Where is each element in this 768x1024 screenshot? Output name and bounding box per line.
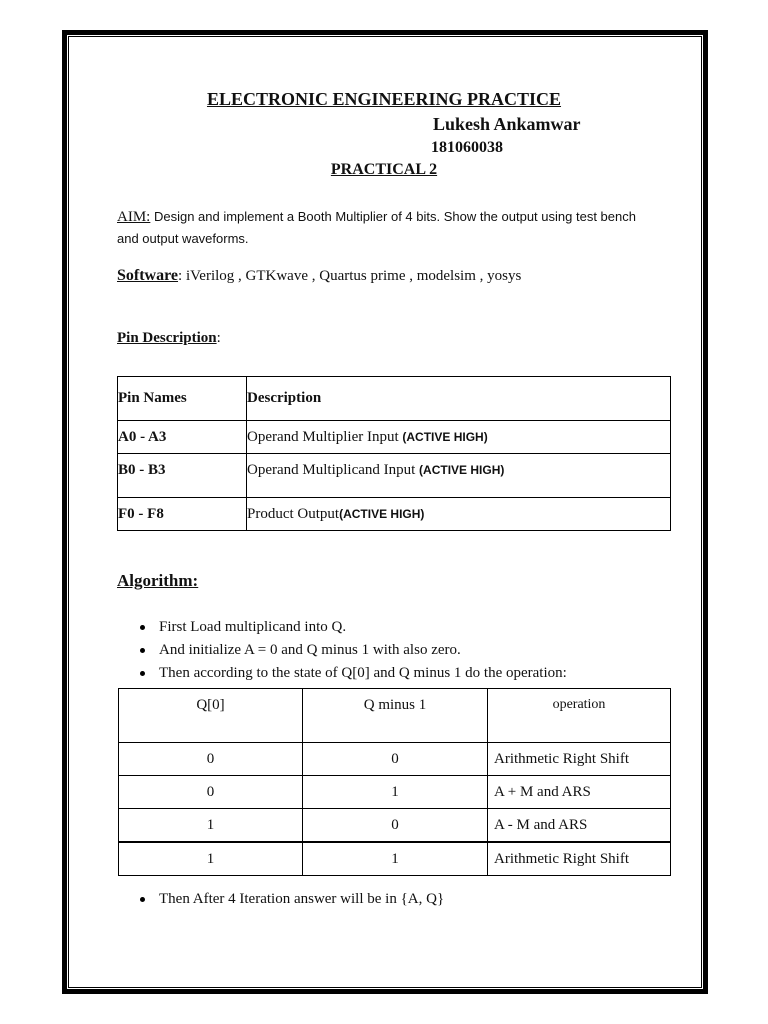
practical-title: PRACTICAL 2 — [330, 161, 438, 178]
list-item: Then After 4 Iteration answer will be in {A, Q} — [137, 888, 444, 911]
table-row — [118, 454, 671, 498]
header-cell: operation — [488, 689, 671, 743]
table-row: 0 1 A + M and ARS — [119, 776, 671, 809]
header-cell: Q[0] — [119, 689, 303, 743]
table-row: 1 0 A - M and ARS — [119, 809, 671, 843]
header-cell: Description — [247, 377, 671, 421]
aim-text: Design and implement a Booth Multiplier of 4 bits. Show the output using test bench and output waveforms. — [117, 209, 636, 246]
roll-number: 181060038 — [431, 139, 503, 156]
list-item: Then according to the state of Q[0] and Q minus 1 do the operation: — [137, 662, 567, 685]
pin-desc-cell: Operand Multiplier Input (ACTIVE HIGH) — [247, 421, 671, 454]
table-row: 1 1 Arithmetic Right Shift — [119, 842, 671, 876]
aim-paragraph — [117, 206, 657, 250]
table-row: 0 0 Arithmetic Right Shift — [119, 743, 671, 776]
algorithm-steps — [137, 616, 567, 685]
aim-label: AIM: — [117, 209, 151, 225]
software-line — [117, 267, 521, 285]
pin-name-cell: A0 - A3 — [118, 421, 247, 454]
pin-description-heading: Pin Description: — [117, 330, 221, 346]
table-header-row — [118, 377, 671, 421]
software-label: Software — [117, 267, 179, 284]
active-high-tag: (ACTIVE HIGH) — [339, 506, 425, 521]
pin-desc-cell: Operand Multiplicand Input (ACTIVE HIGH) — [247, 454, 671, 498]
author-name: Lukesh Ankamwar — [433, 114, 581, 134]
algorithm-heading: Algorithm: — [117, 571, 199, 590]
header-cell: Q minus 1 — [303, 689, 488, 743]
pin-name-cell: F0 - F8 — [118, 498, 247, 531]
table-row — [118, 421, 671, 454]
pin-description-table — [117, 376, 671, 531]
table-header-row — [119, 689, 671, 743]
list-item: First Load multiplicand into Q. — [137, 616, 567, 639]
active-high-tag: (ACTIVE HIGH) — [402, 429, 488, 444]
active-high-tag: (ACTIVE HIGH) — [419, 463, 505, 477]
header-cell: Pin Names — [118, 377, 247, 421]
pin-desc-cell: Product Output(ACTIVE HIGH) — [247, 498, 671, 531]
booth-operation-table — [118, 688, 671, 876]
software-text: : iVerilog , GTKwave , Quartus prime , modelsim , yosys — [178, 268, 522, 284]
table-row — [118, 498, 671, 531]
list-item: And initialize A = 0 and Q minus 1 with also zero. — [137, 639, 567, 662]
pin-name-cell: B0 - B3 — [118, 454, 247, 498]
algorithm-final-step — [137, 888, 444, 911]
document-title: ELECTRONIC ENGINEERING PRACTICE — [206, 89, 562, 109]
